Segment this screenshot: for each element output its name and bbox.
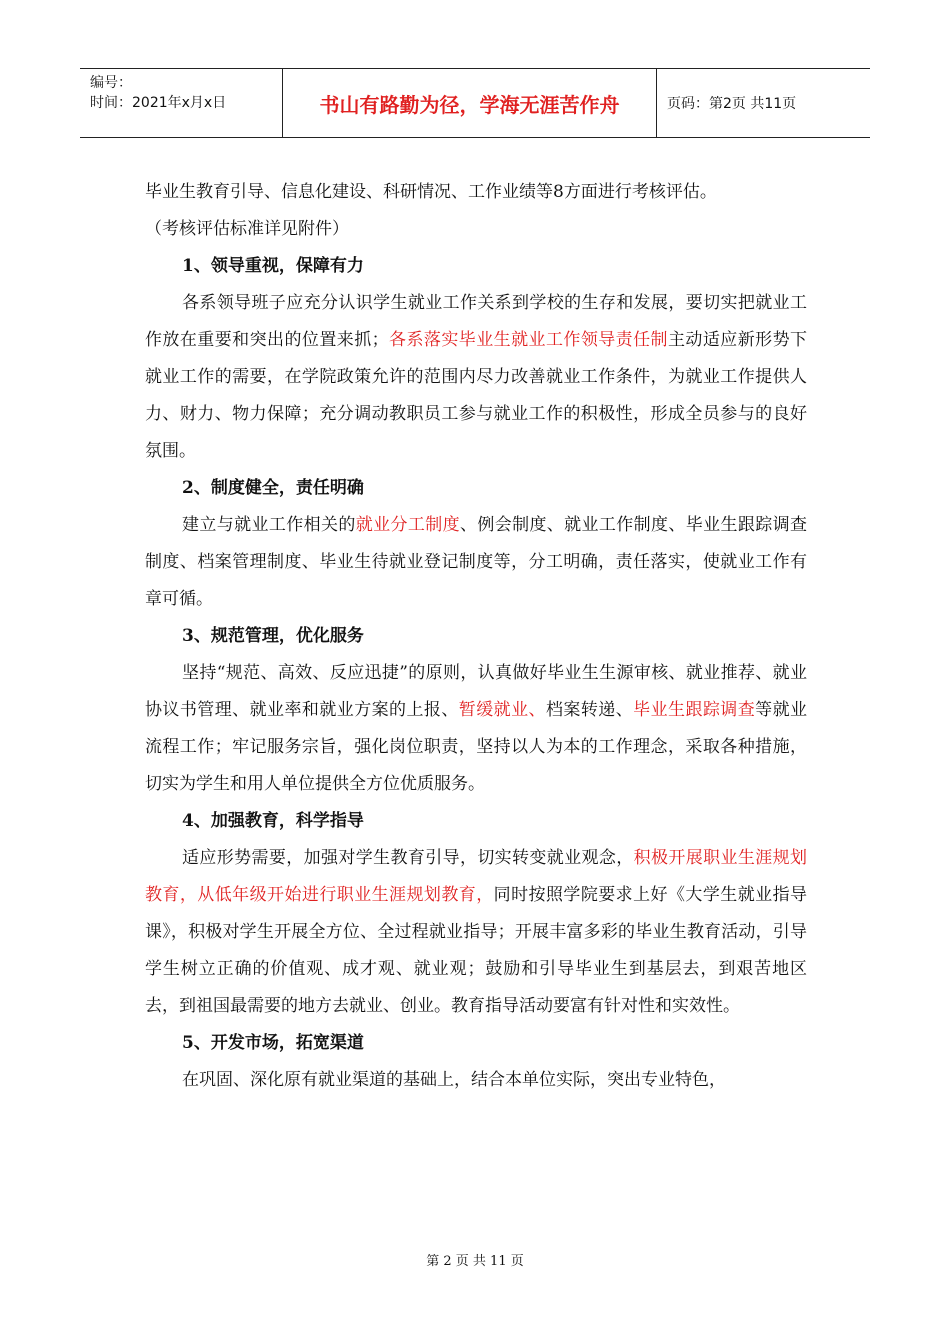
paragraph-intro: 毕业生教育引导、信息化建设、科研情况、工作业绩等8方面进行考核评估。 — [145, 182, 717, 202]
section-heading-3: 3、规范管理，优化服务 — [182, 626, 364, 646]
paragraph-education — [145, 840, 807, 1025]
page-footer: 第 2 页 共 11 页 — [426, 1254, 524, 1269]
header-meta — [80, 69, 283, 137]
document-body — [145, 174, 807, 1099]
text-segment: 建立与就业工作相关的 — [182, 515, 356, 535]
highlight-text: 毕业生跟踪调查 — [633, 700, 756, 720]
text-segment: 坚持“规范、高效、反应迅捷”的原则，认真做好毕业生生源审核、就业推荐、就业协议书管理、就业率和就业方案的上报、 — [145, 663, 807, 720]
text-segment: 、例会制度、就业工作制度、毕业生跟踪调查制度、档案管理制度、毕业生待就业登记制度等，分工明确，责任落实，使就业工作有章可循。 — [145, 515, 808, 609]
time-label: 时间：2021年x月x日 — [90, 95, 227, 111]
header-motto: 书山有路勤为径，学海无涯苦作舟 — [283, 69, 657, 137]
section-heading-5: 5、开发市场，拓宽渠道 — [182, 1033, 364, 1053]
paragraph-leadership — [145, 285, 807, 470]
text-segment: 适应形势需要，加强对学生教育引导，切实转变就业观念， — [182, 848, 634, 868]
paragraph-system — [145, 507, 807, 618]
document-header — [80, 68, 870, 138]
highlight-text: 就业分工制度 — [355, 515, 460, 535]
highlight-text: 各系落实毕业生就业工作领导责任制 — [388, 330, 668, 350]
text-segment: 档案转递、 — [545, 700, 634, 720]
text-segment: 同时按照学院要求上好《大学生就业指导课》，积极对学生开展全方位、全过程就业指导；开展丰富多彩的毕业生教育活动，引导学生树立正确的价值观、成才观、就业观；鼓励和引导毕业生到基层去，到艰苦地区去，到祖国最需要的地方去就业、创业。教育指导活动要富有针对性和实效性。 — [145, 885, 808, 1016]
highlight-text: 暂缓就业、 — [458, 700, 546, 720]
section-heading-4: 4、加强教育，科学指导 — [182, 811, 364, 831]
text-segment: 等就业流程工作；牢记服务宗旨，强化岗位职责，坚持以人为本的工作理念，采取各种措施，切实为学生和用人单位提供全方位优质服务。 — [145, 700, 808, 794]
highlight-text: 积极开展职业生涯规划教育，从低年级开始进行职业生涯规划教育， — [145, 848, 807, 905]
code-label: 编号： — [90, 75, 132, 91]
paragraph-market: 在巩固、深化原有就业渠道的基础上，结合本单位实际，突出专业特色， — [182, 1070, 726, 1090]
text-segment: 各系领导班子应充分认识学生就业工作关系到学校的生存和发展，要切实把就业工作放在重要和突出的位置来抓； — [145, 293, 807, 350]
header-page-info: 页码：第2页 共11页 — [667, 96, 797, 112]
text-segment: 主动适应新形势下就业工作的需要，在学院政策允许的范围内尽力改善就业工作条件，为就业工作提供人力、财力、物力保障；充分调动教职员工参与就业工作的积极性，形成全员参与的良好氛围。 — [145, 330, 808, 461]
section-heading-2: 2、制度健全，责任明确 — [182, 478, 364, 498]
paragraph-note: （考核评估标准详见附件） — [145, 219, 349, 239]
section-heading-1: 1、领导重视，保障有力 — [182, 256, 364, 276]
paragraph-management — [145, 655, 807, 803]
